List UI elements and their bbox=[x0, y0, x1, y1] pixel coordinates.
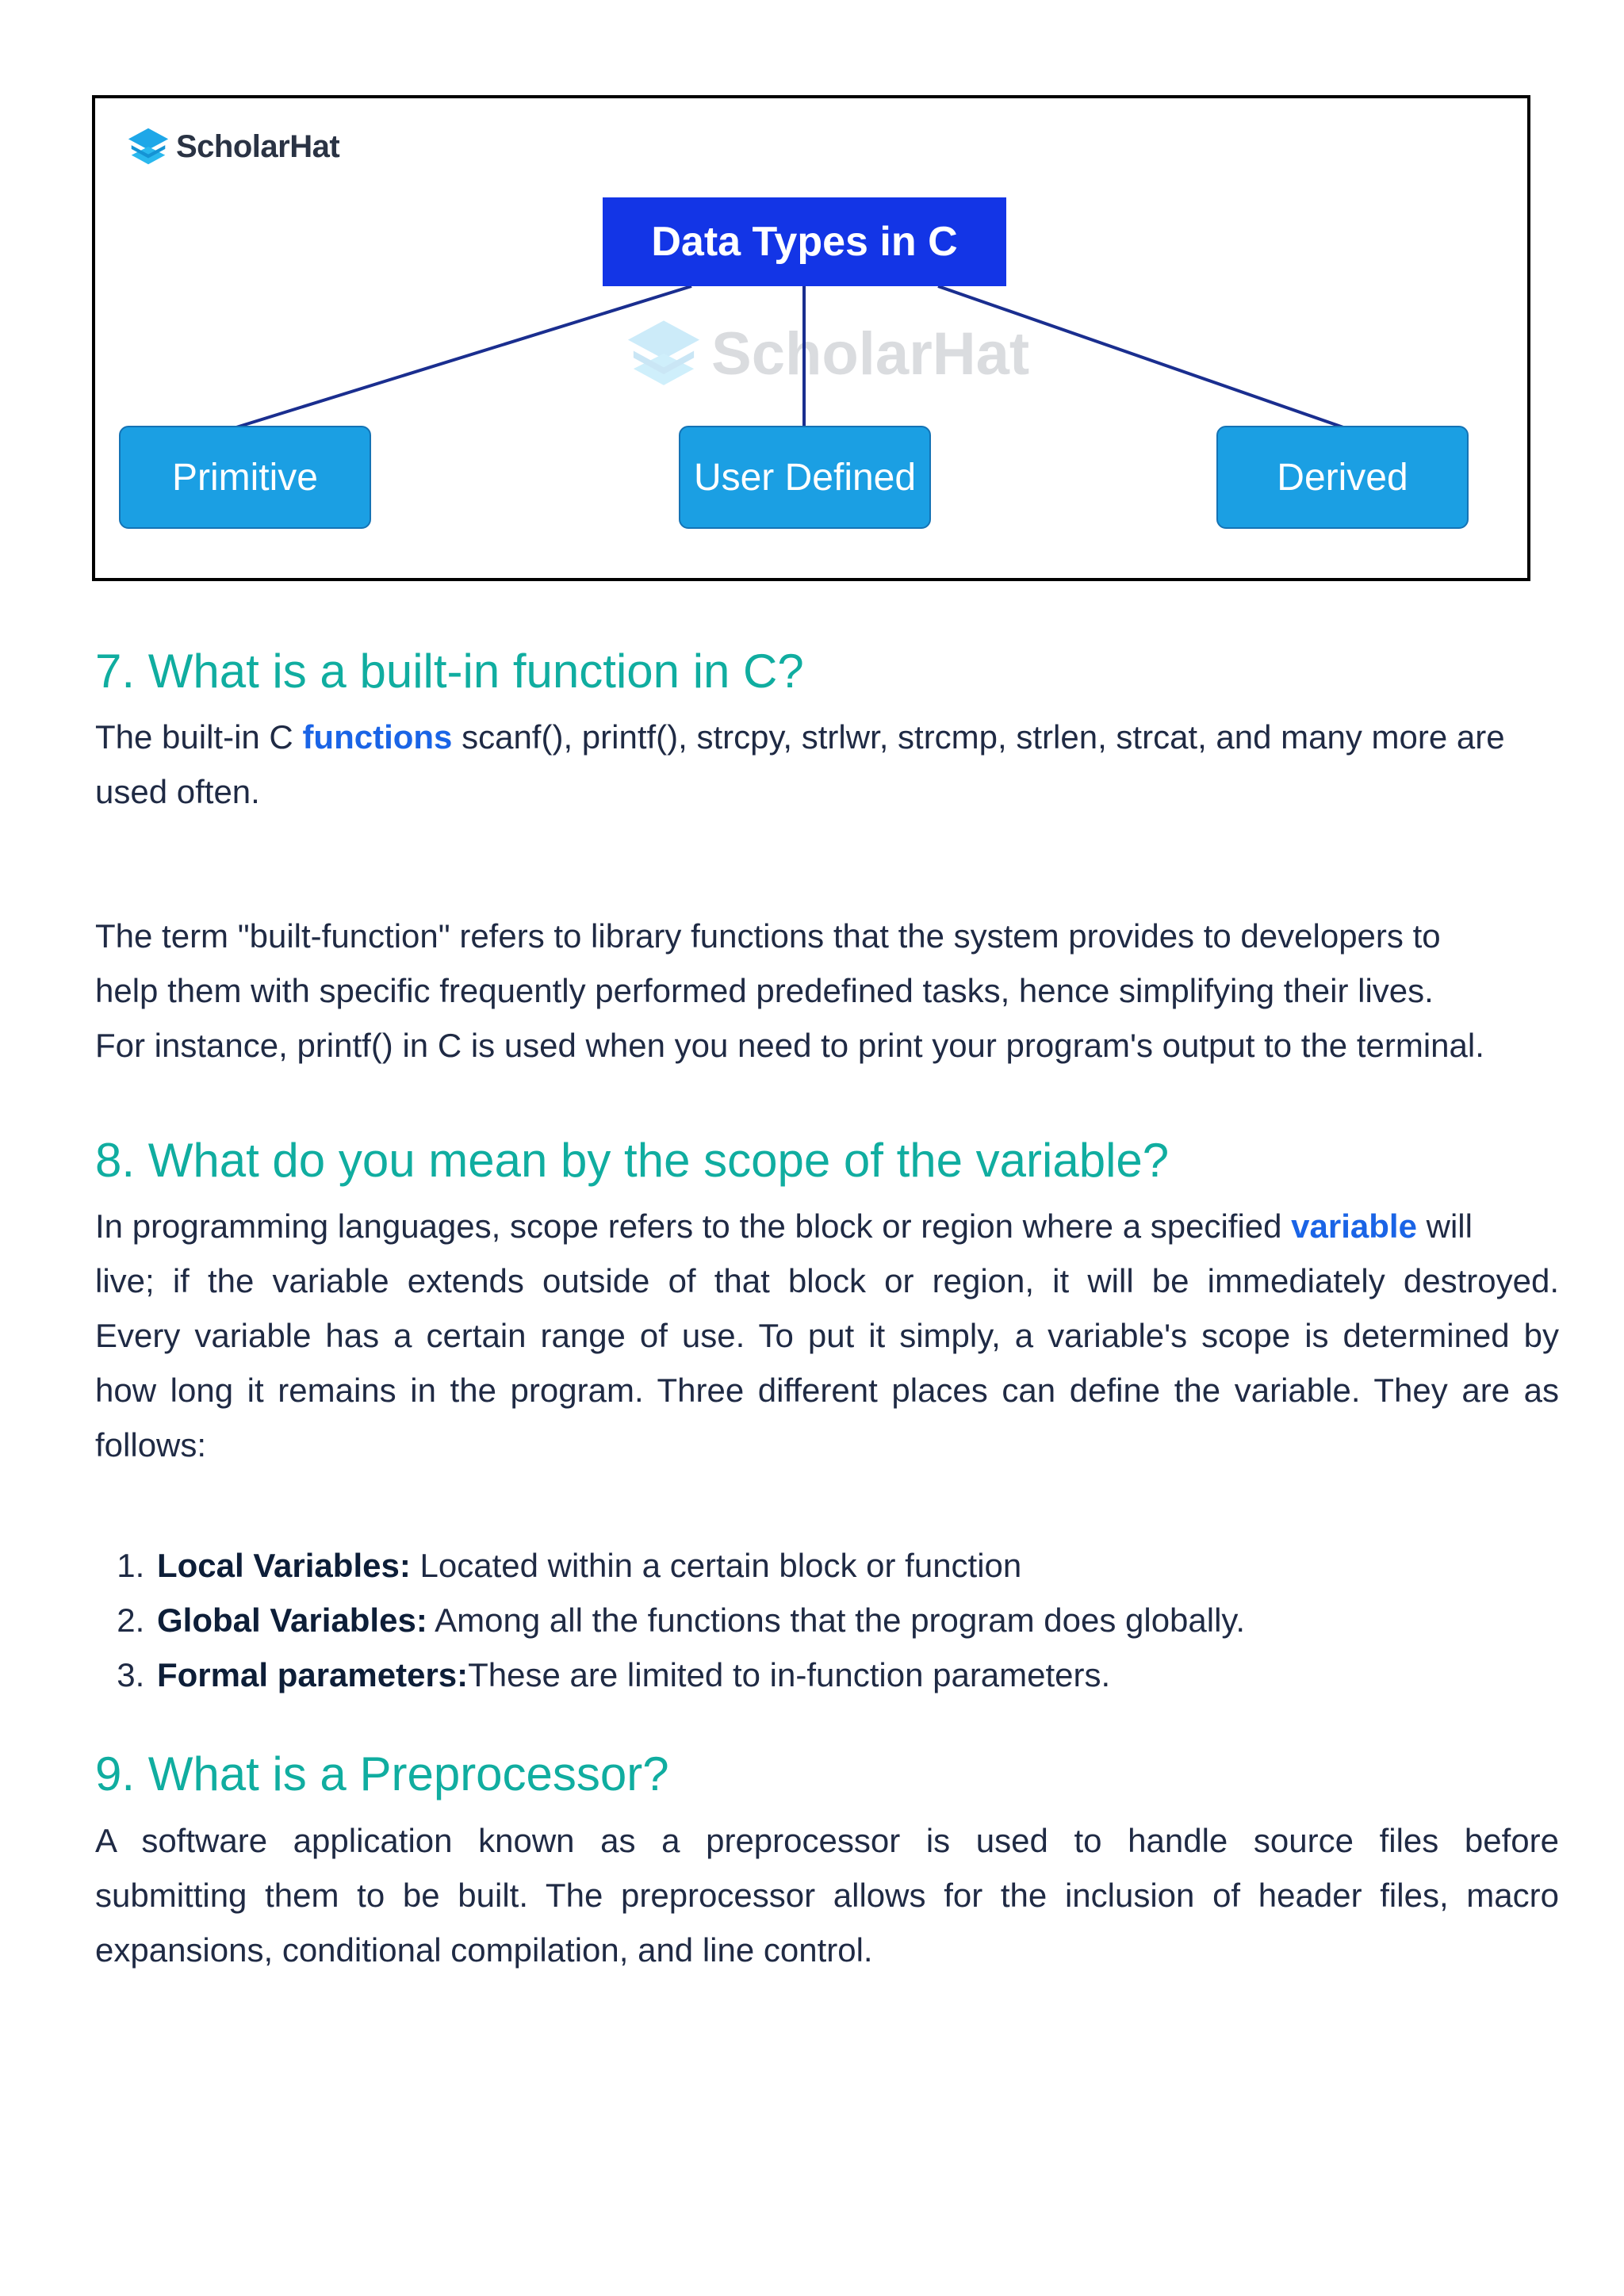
section8-line: live; if the variable extends outside of that block or region, it will be immediately destroyed. bbox=[95, 1262, 1559, 1299]
watermark-text: ScholarHat bbox=[711, 320, 1030, 388]
node-derived: Derived bbox=[1216, 426, 1469, 529]
root-node: Data Types in C bbox=[603, 197, 1006, 286]
list-item-text: Located within a certain block or function bbox=[410, 1547, 1022, 1584]
section7-paragraph1 bbox=[95, 710, 1562, 819]
functions-link[interactable]: functions bbox=[302, 718, 453, 756]
section7-p2-line: The term "built-function" refers to library functions that the system provides to developers to bbox=[95, 917, 1441, 955]
variable-scope-list bbox=[95, 1538, 1581, 1702]
list-item bbox=[154, 1538, 1581, 1593]
section9-last-line: expansions, conditional compilation, and line control. bbox=[95, 1931, 873, 1969]
list-item-term: Local Variables: bbox=[157, 1547, 411, 1584]
section8-last-line: follows: bbox=[95, 1426, 207, 1464]
section9-line: submitting them to be built. The preprocessor allows for the inclusion of header files, macro bbox=[95, 1877, 1559, 1914]
node-primitive: Primitive bbox=[119, 426, 371, 529]
section8-line: how long it remains in the program. Three different places can define the variable. They are as bbox=[95, 1372, 1559, 1409]
section9-paragraph bbox=[95, 1813, 1559, 1977]
list-item bbox=[154, 1593, 1581, 1647]
text-fragment: The built-in C bbox=[95, 718, 303, 756]
connector-derived bbox=[938, 286, 1343, 427]
text-fragment: scanf(), printf(), strcpy, strlwr, strcmp, strlen, strcat, and many more are bbox=[452, 718, 1505, 756]
list-item-term: Global Variables: bbox=[157, 1601, 427, 1639]
list-item-text: These are limited to in-function parameters. bbox=[468, 1656, 1111, 1693]
text-fragment: will bbox=[1416, 1207, 1473, 1245]
section7-p1-line1 bbox=[95, 710, 1562, 764]
list-item bbox=[154, 1647, 1581, 1702]
section9-heading: 9. What is a Preprocessor? bbox=[95, 1747, 669, 1800]
list-item-term: Formal parameters: bbox=[157, 1656, 469, 1693]
node-user-defined: User Defined bbox=[679, 426, 931, 529]
section8-line: Every variable has a certain range of use. To put it simply, a variable's scope is determined by bbox=[95, 1317, 1559, 1354]
logo-text: ScholarHat bbox=[176, 128, 340, 164]
data-types-diagram bbox=[92, 95, 1530, 581]
variable-link[interactable]: variable bbox=[1291, 1207, 1417, 1245]
section7-p1-line2: used often. bbox=[95, 773, 260, 810]
connector-primitive bbox=[236, 286, 691, 427]
section8-paragraph bbox=[95, 1199, 1559, 1472]
section8-heading: 8. What do you mean by the scope of the variable? bbox=[95, 1134, 1170, 1187]
section7-p2-line: For instance, printf() in C is used when you need to print your program's output to the terminal. bbox=[95, 1027, 1484, 1064]
section8-line1 bbox=[95, 1199, 1559, 1253]
section9-line: A software application known as a preprocessor is used to handle source files before bbox=[95, 1822, 1559, 1859]
section7-p2-line: help them with specific frequently performed predefined tasks, hence simplifying their lives. bbox=[95, 972, 1434, 1009]
section7-heading: 7. What is a built-in function in C? bbox=[95, 645, 804, 698]
list-item-text: Among all the functions that the program does globally. bbox=[427, 1601, 1245, 1639]
section7-paragraph2 bbox=[95, 909, 1562, 1073]
text-fragment: In programming languages, scope refers to the block or region where a specified bbox=[95, 1207, 1292, 1245]
